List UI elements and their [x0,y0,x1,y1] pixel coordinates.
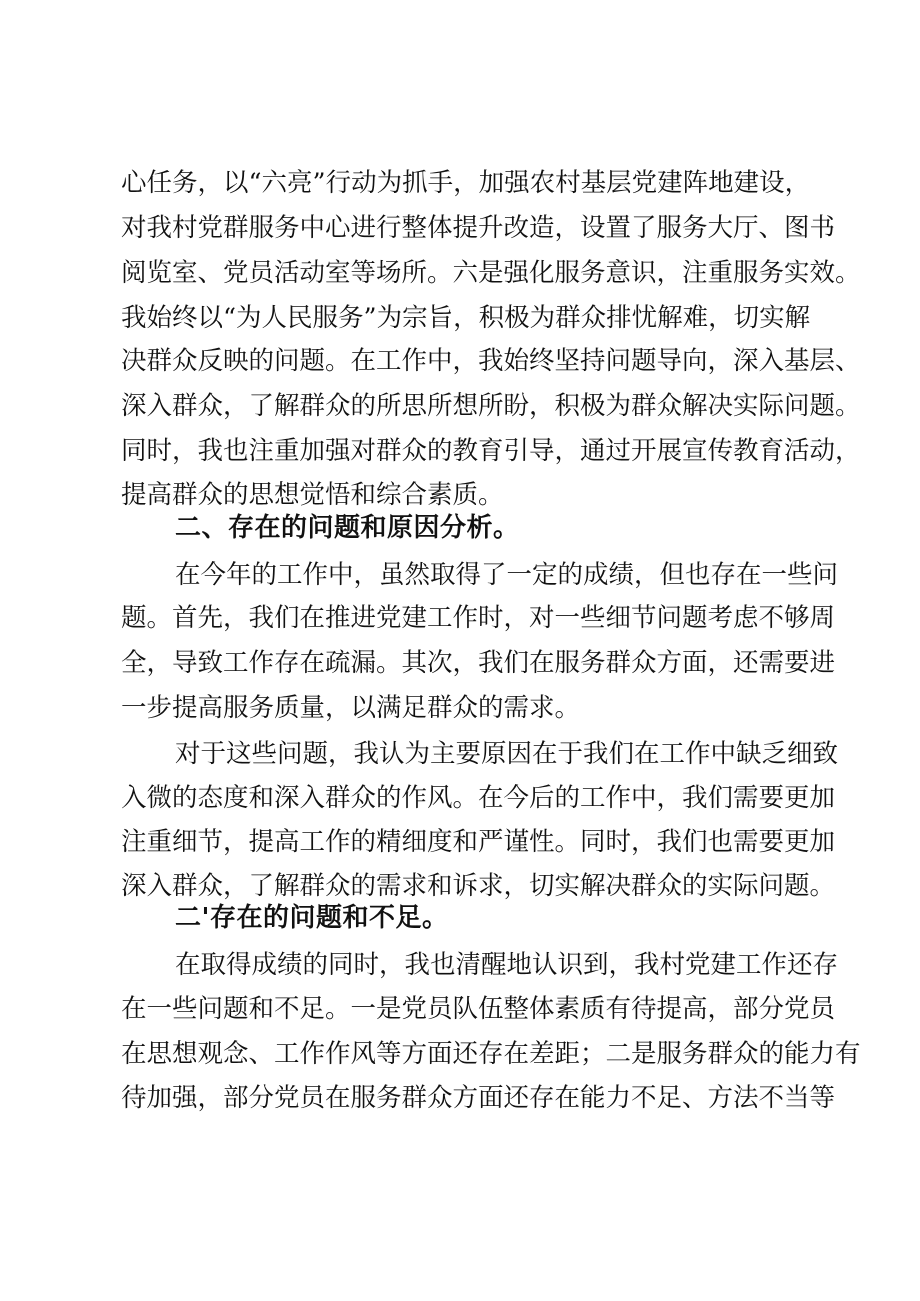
text-line: 在思想观念、工作作风等方面还存在差距；二是服务群众的能力有 [121,1039,861,1069]
text-line: 阅览室、党员活动室等场所。六是强化服务意识，注重服务实效。 [121,258,861,288]
text-line: 决群众反映的问题。在工作中，我始终坚持问题导向，深入基层、 [121,346,861,376]
section-heading: 二、存在的问题和原因分析。 [175,513,520,543]
text-line: 在一些问题和不足。一是党员队伍整体素质有待提高，部分党员 [121,994,836,1024]
text-line: 待加强，部分党员在服务群众方面还存在能力不足、方法不当等 [121,1083,836,1113]
text-line: 心任务，以“六亮”行动为抓手，加强农村基层党建阵地建设， [121,168,811,198]
text-line: 注重细节，提高工作的精细度和严谨性。同时，我们也需要更加 [121,827,836,857]
text-line: 对于这些问题，我认为主要原因在于我们在工作中缺乏细致 [175,739,839,769]
text-line: 在取得成绩的同时，我也清醒地认识到，我村党建工作还存 [175,950,839,980]
text-line: 我始终以“为人民服务”为宗旨，积极为群众排忧解难，切实解 [121,303,811,333]
text-line: 全，导致工作存在疏漏。其次，我们在服务群众方面，还需要进 [121,648,836,678]
text-line: 一步提高服务质量，以满足群众的需求。 [121,693,581,723]
text-line: 题。首先，我们在推进党建工作时，对一些细节问题考虑不够周 [121,603,836,633]
text-line: 提高群众的思想觉悟和综合素质。 [121,480,504,510]
text-line: 同时，我也注重加强对群众的教育引导，通过开展宣传教育活动， [121,436,861,466]
text-line: 在今年的工作中，虽然取得了一定的成绩，但也存在一些问 [175,560,839,590]
text-line: 深入群众，了解群众的所思所想所盼，积极为群众解决实际问题。 [121,391,861,421]
section-heading: 二'存在的问题和不足。 [175,903,449,933]
text-line: 入微的态度和深入群众的作风。在今后的工作中，我们需要更加 [121,783,836,813]
text-line: 对我村党群服务中心进行整体提升改造，设置了服务大厅、图书 [121,213,836,243]
text-line: 深入群众，了解群众的需求和诉求，切实解决群众的实际问题。 [121,871,836,901]
